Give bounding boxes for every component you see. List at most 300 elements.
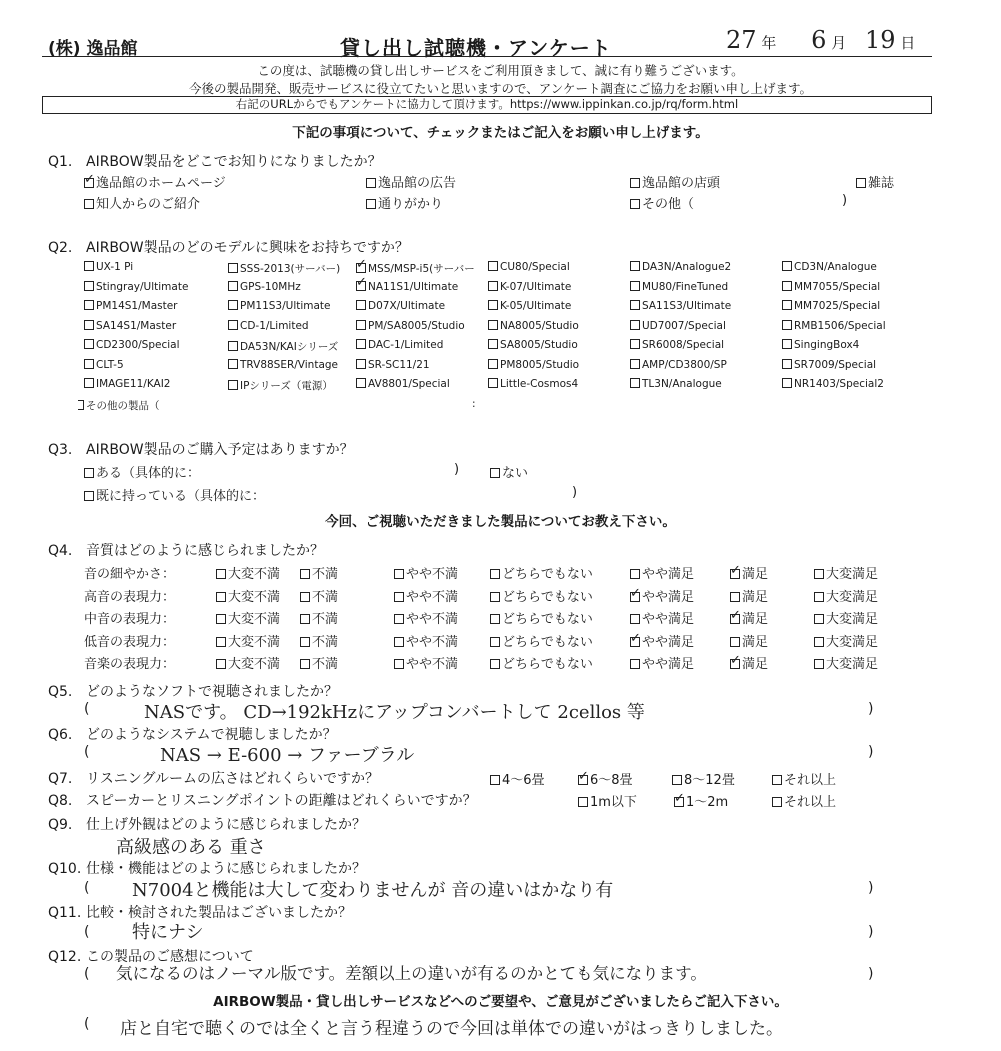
q7-option-1[interactable] [490, 769, 545, 788]
checkbox[interactable] [84, 468, 94, 478]
q2-model-option[interactable] [630, 300, 731, 312]
q12-open-paren: ( [84, 966, 90, 982]
q4-rating-option[interactable] [630, 608, 694, 627]
model-label: Little-Cosmos4 [500, 378, 579, 390]
q11-number: Q11. [48, 905, 82, 921]
q2-model-option[interactable] [84, 339, 180, 351]
q11-answer[interactable]: 特にナシ [132, 922, 204, 943]
q4-row-label: 音楽の表現力： [84, 657, 176, 672]
model-label: CD2300/Special [96, 339, 180, 351]
checkbox[interactable] [366, 199, 376, 209]
q4-rating-option[interactable] [490, 631, 593, 650]
q2-model-option[interactable] [488, 300, 571, 312]
checkbox-checked[interactable] [730, 569, 740, 579]
option-label: 4〜6畳 [502, 773, 545, 788]
q8-option-3[interactable] [772, 791, 836, 810]
q9-answer[interactable]: 高級感のある 重さ [116, 837, 266, 858]
checkbox[interactable] [782, 359, 792, 369]
q2-model-option[interactable] [488, 261, 570, 273]
checkbox[interactable] [84, 378, 94, 388]
checkbox[interactable] [394, 614, 404, 624]
q4-rating-option[interactable] [216, 653, 280, 672]
checkbox[interactable] [672, 775, 682, 785]
checkbox[interactable] [84, 300, 94, 310]
q1-option-other[interactable] [630, 193, 694, 212]
checkbox[interactable] [356, 359, 366, 369]
model-label: IMAGE11/KAI2 [96, 378, 171, 390]
checkbox[interactable] [216, 614, 226, 624]
q3-option-no[interactable] [490, 462, 528, 481]
checkbox-checked[interactable] [630, 592, 640, 602]
q10-open-paren: ( [84, 880, 90, 896]
checkbox[interactable] [228, 281, 238, 291]
checkbox[interactable] [228, 359, 238, 369]
q2-model-option[interactable] [630, 378, 722, 390]
checkbox[interactable] [630, 569, 640, 579]
checkbox[interactable] [490, 614, 500, 624]
q2-model-option[interactable] [488, 281, 571, 293]
q4-rating-option[interactable] [630, 653, 694, 672]
rating-label: 大変不満 [228, 589, 281, 605]
q4-rating-option[interactable] [814, 653, 878, 672]
q10-question [48, 858, 366, 878]
checkbox[interactable] [394, 637, 404, 647]
q2-model-option[interactable] [356, 320, 465, 332]
checkbox[interactable] [228, 263, 238, 273]
q2-model-option[interactable] [228, 261, 340, 276]
checkbox[interactable] [84, 339, 94, 349]
q2-model-option[interactable] [782, 320, 886, 332]
q4-rating-option[interactable] [216, 563, 280, 582]
q2-model-option[interactable] [356, 281, 458, 293]
checkbox[interactable] [84, 281, 94, 291]
requests-open-paren: ( [84, 1016, 90, 1032]
q2-model-option[interactable] [356, 359, 430, 371]
q2-model-option[interactable] [630, 359, 727, 371]
q12-close-paren: ) [868, 966, 874, 982]
checkbox[interactable] [630, 281, 640, 291]
checkbox[interactable] [772, 797, 782, 807]
q2-model-option[interactable] [228, 378, 333, 393]
rating-label: やや不満 [406, 657, 459, 672]
checkbox[interactable] [84, 199, 94, 209]
q8-option-1[interactable] [578, 791, 637, 810]
intro-line-1: この度は、試聴機の貸し出しサービスをご利用頂きまして、誠に有り難うございます。 [257, 63, 744, 78]
checkbox[interactable] [630, 659, 640, 669]
model-label: PM11S3/Ultimate [240, 300, 331, 312]
rating-label: やや満足 [642, 612, 695, 627]
q7-question [48, 768, 379, 788]
option-label: 1m以下 [590, 795, 637, 810]
q7-option-3[interactable] [672, 769, 735, 788]
q4-rating-option[interactable] [814, 608, 878, 627]
q1-option-store[interactable] [630, 172, 720, 191]
checkbox[interactable] [490, 569, 500, 579]
checkbox[interactable] [490, 659, 500, 669]
checkbox[interactable] [782, 300, 792, 310]
rating-label: 満足 [742, 612, 769, 627]
checkbox[interactable] [814, 614, 824, 624]
checkbox[interactable] [300, 592, 310, 602]
rating-label: やや不満 [406, 612, 459, 627]
checkbox[interactable] [394, 592, 404, 602]
requests-answer[interactable]: 店と自宅で聴くのでは全くと言う程違うので今回は単体での違いがはっきりしました。 [120, 1019, 783, 1039]
q4-rating-option[interactable] [394, 586, 458, 605]
q6-number: Q6. [48, 727, 73, 743]
checkbox[interactable] [356, 339, 366, 349]
checkbox[interactable] [228, 300, 238, 310]
q4-rating-option[interactable] [394, 631, 458, 650]
rating-label: どちらでもない [502, 567, 593, 582]
checkbox[interactable] [630, 320, 640, 330]
checkbox[interactable] [630, 378, 640, 388]
q2-model-option[interactable] [488, 378, 578, 390]
checkbox[interactable] [488, 300, 498, 310]
q4-row-label: 音の細やかさ： [84, 567, 176, 582]
model-label: PM14S1/Master [96, 300, 178, 312]
q4-rating-option[interactable] [814, 563, 878, 582]
model-label: AV8801/Special [368, 378, 450, 390]
checkbox[interactable] [630, 614, 640, 624]
checkbox[interactable] [814, 659, 824, 669]
intro-line-2: 今後の製品開発、販売サービスに役立てたいと思いますので、アンケート調査にご協力をお願い申し上げます。 [188, 81, 812, 96]
q2-model-option[interactable] [488, 339, 578, 351]
model-label: MSS/MSP-i5(サーバー [368, 263, 475, 275]
q4-rating-option[interactable] [490, 653, 593, 672]
checkbox[interactable] [782, 281, 792, 291]
q10-number: Q10. [48, 861, 82, 877]
q10-text: 仕様・機能はどのように感じられましたか？ [86, 861, 366, 877]
q2-model-option[interactable] [630, 281, 728, 293]
checkbox[interactable] [216, 569, 226, 579]
checkbox[interactable] [488, 359, 498, 369]
q3-option-yes[interactable] [84, 462, 200, 481]
rating-label: 大変満足 [826, 657, 879, 672]
model-label: CU80/Special [500, 261, 570, 273]
checkbox[interactable] [490, 637, 500, 647]
checkbox[interactable] [84, 320, 94, 330]
q2-model-option[interactable] [630, 339, 724, 351]
q1-text: AIRBOW製品をどこでお知りになりましたか？ [86, 154, 382, 170]
q2-model-option[interactable] [782, 359, 876, 371]
checkbox[interactable] [228, 380, 238, 390]
checkbox[interactable] [772, 775, 782, 785]
model-label: RMB1506/Special [794, 319, 886, 332]
checkbox[interactable] [782, 378, 792, 388]
checkbox[interactable] [490, 592, 500, 602]
option-label: それ以上 [784, 795, 837, 810]
q2-model-option[interactable] [356, 339, 443, 351]
q2-model-option[interactable] [228, 320, 309, 332]
model-label: PM/SA8005/Studio [368, 319, 465, 332]
checkbox[interactable] [78, 400, 84, 410]
checkbox[interactable] [782, 320, 792, 330]
q4-rating-option[interactable] [630, 563, 694, 582]
shop-name: (株) 逸品館 [48, 39, 138, 59]
q6-answer[interactable]: NAS → E-600 → ファーブラル [160, 745, 415, 766]
model-label: GPS-10MHz [240, 280, 301, 293]
checkbox[interactable] [228, 341, 238, 351]
checkbox[interactable] [814, 569, 824, 579]
q7-text: リスニングルームの広さはどれくらいですか？ [86, 771, 380, 787]
option-label: ない [502, 466, 529, 481]
q6-close-paren: ) [868, 744, 874, 760]
q8-text: スピーカーとリスニングポイントの距離はどれくらいですか？ [86, 793, 477, 809]
option-label: 8〜12畳 [684, 773, 735, 788]
model-label: SSS-2013(サーバー) [240, 263, 341, 275]
rating-label: やや満足 [642, 657, 695, 672]
q2-model-option[interactable] [228, 339, 338, 354]
option-label: 6〜8畳 [590, 773, 633, 788]
q2-model-option[interactable] [228, 359, 338, 371]
model-label: NR1403/Special2 [794, 378, 884, 390]
date-year-label: 年 [761, 34, 777, 52]
q6-open-paren: ( [84, 744, 90, 760]
q2-model-option[interactable] [356, 261, 475, 276]
q4-row-label: 高音の表現力： [84, 589, 176, 605]
rating-label: どちらでもない [502, 657, 593, 672]
rating-label: 大変不満 [228, 657, 281, 672]
q2-model-option[interactable] [630, 261, 731, 273]
checkbox-checked[interactable] [730, 659, 740, 669]
q4-rating-option[interactable] [216, 586, 280, 605]
checkbox[interactable] [300, 614, 310, 624]
q4-rating-option[interactable] [490, 586, 593, 605]
checkbox[interactable] [490, 468, 500, 478]
header-rule [42, 56, 932, 57]
option-label: 雑誌 [868, 176, 895, 191]
q4-rating-option[interactable] [300, 586, 338, 605]
model-label: SR-SC11/21 [368, 358, 430, 371]
q4-rating-option[interactable] [300, 653, 338, 672]
q4-rating-option[interactable] [300, 608, 338, 627]
q2-model-option[interactable] [488, 359, 579, 371]
option-label: それ以上 [784, 773, 837, 788]
checkbox[interactable] [366, 178, 376, 188]
option-label: 逸品館の広告 [378, 176, 457, 191]
checkbox-checked[interactable] [84, 178, 94, 188]
instruction-heading: 下記の事項について、チェックまたはご記入をお願い申し上げます。 [292, 125, 709, 141]
url-notice: 右記のURLからでもアンケートに協力して頂けます。https://www.ippinkan.co.jp/rq/form.html [42, 96, 932, 114]
q2-model-option[interactable] [356, 378, 450, 390]
option-label: 既に持っている（具体的に： [96, 489, 266, 504]
q4-rating-option[interactable] [630, 586, 694, 605]
q1-option-magazine[interactable] [856, 172, 894, 191]
rating-label: 満足 [742, 634, 769, 650]
q2-model-option[interactable] [488, 320, 579, 332]
checkbox-checked[interactable] [356, 263, 366, 273]
q4-number: Q4. [48, 543, 73, 559]
q1-option-referral[interactable] [84, 193, 200, 212]
q4-text: 音質はどのように感じられましたか？ [86, 543, 324, 559]
q3-yes-close: ) [454, 462, 460, 477]
model-label: DA53N/KAIシリーズ [240, 341, 339, 353]
checkbox-checked[interactable] [730, 614, 740, 624]
q2-model-option[interactable] [84, 378, 170, 390]
q4-rating-option[interactable] [730, 631, 768, 650]
checkbox[interactable] [300, 637, 310, 647]
q2-text: AIRBOW製品のどのモデルに興味をお持ちですか？ [86, 240, 409, 256]
model-label: DA3N/Analogue2 [642, 261, 732, 273]
q10-answer[interactable]: N7004と機能は大して変わりませんが 音の違いはかなり有 [132, 880, 614, 901]
q2-model-option[interactable] [782, 378, 884, 390]
q4-rating-option[interactable] [730, 608, 768, 627]
q2-model-option[interactable] [84, 261, 133, 273]
q9-text: 仕上げ外観はどのように感じられましたか？ [86, 817, 366, 833]
checkbox[interactable] [782, 339, 792, 349]
q4-rating-option[interactable] [394, 563, 458, 582]
checkbox[interactable] [730, 637, 740, 647]
checkbox[interactable] [84, 359, 94, 369]
q7-option-4[interactable] [772, 769, 836, 788]
q5-close-paren: ) [868, 701, 874, 717]
checkbox[interactable] [856, 178, 866, 188]
q1-option-ad[interactable] [366, 172, 456, 191]
checkbox[interactable] [394, 659, 404, 669]
model-label: SR6008/Special [642, 339, 725, 351]
date-month: 6 [811, 26, 827, 54]
q4-rating-option[interactable] [730, 563, 768, 582]
q4-row-label: 低音の表現力： [84, 634, 176, 650]
model-label: CD-1/Limited [240, 319, 309, 332]
q4-rating-option[interactable] [300, 563, 338, 582]
checkbox[interactable] [300, 569, 310, 579]
model-label: IPシリーズ（電源） [240, 380, 333, 392]
checkbox[interactable] [488, 281, 498, 291]
checkbox-checked[interactable] [630, 637, 640, 647]
checkbox[interactable] [216, 637, 226, 647]
rating-label: 不満 [312, 567, 339, 582]
q2-model-option[interactable] [782, 281, 880, 293]
checkbox[interactable] [488, 320, 498, 330]
q4-rating-option[interactable] [216, 608, 280, 627]
q2-model-option[interactable] [228, 300, 331, 312]
checkbox[interactable] [630, 300, 640, 310]
q1-other-close: ) [842, 193, 848, 208]
checkbox[interactable] [490, 775, 500, 785]
q4-rating-option[interactable] [630, 631, 694, 650]
checkbox[interactable] [630, 199, 640, 209]
checkbox[interactable] [730, 592, 740, 602]
checkbox[interactable] [488, 261, 498, 271]
q5-answer[interactable]: NASです。 CD→192kHzにアップコンバートして 2cellos 等 [144, 702, 645, 723]
q3-have-close: ) [572, 485, 578, 500]
checkbox-checked[interactable] [356, 281, 366, 291]
checkbox[interactable] [84, 491, 94, 501]
q5-number: Q5. [48, 684, 73, 700]
checkbox[interactable] [814, 592, 824, 602]
model-label: TL3N/Analogue [642, 378, 722, 390]
checkbox[interactable] [394, 569, 404, 579]
q2-model-option[interactable] [782, 261, 877, 273]
q2-model-option[interactable] [84, 359, 124, 371]
q4-rating-option[interactable] [814, 631, 878, 650]
q8-option-2[interactable] [674, 791, 728, 810]
checkbox[interactable] [356, 300, 366, 310]
q4-rating-option[interactable] [730, 653, 768, 672]
checkbox-checked[interactable] [674, 797, 684, 807]
checkbox[interactable] [356, 378, 366, 388]
q2-other-products[interactable] [78, 398, 160, 413]
q4-rating-option[interactable] [394, 653, 458, 672]
checkbox[interactable] [488, 378, 498, 388]
q2-model-option[interactable] [84, 300, 178, 312]
checkbox[interactable] [488, 339, 498, 349]
checkbox[interactable] [84, 261, 94, 271]
option-label: ある（具体的に： [96, 466, 201, 481]
checkbox[interactable] [630, 261, 640, 271]
option-label: 逸品館のホームページ [96, 176, 226, 191]
model-label: Stingray/Ultimate [96, 280, 189, 293]
rating-label: やや満足 [642, 567, 695, 582]
q2-model-option[interactable] [84, 320, 176, 332]
checkbox[interactable] [814, 637, 824, 647]
q3-number: Q3. [48, 442, 73, 458]
checkbox[interactable] [630, 339, 640, 349]
rating-label: 不満 [312, 657, 339, 672]
rating-label: 大変不満 [228, 612, 281, 627]
rating-label: 満足 [742, 657, 769, 672]
q1-option-passing[interactable] [366, 193, 443, 212]
checkbox-checked[interactable] [578, 775, 588, 785]
q4-rating-option[interactable] [216, 631, 280, 650]
rating-label: どちらでもない [502, 589, 593, 605]
checkbox[interactable] [630, 359, 640, 369]
model-label: NA11S1/Ultimate [368, 280, 459, 293]
q2-model-option[interactable] [782, 300, 880, 312]
checkbox[interactable] [300, 659, 310, 669]
q7-option-2[interactable] [578, 769, 633, 788]
checkbox[interactable] [216, 592, 226, 602]
date-year: 27 [726, 26, 757, 54]
q3-question [48, 439, 354, 459]
checkbox[interactable] [356, 320, 366, 330]
checkbox[interactable] [782, 261, 792, 271]
checkbox[interactable] [578, 797, 588, 807]
date-day-label: 日 [900, 34, 916, 52]
model-label: AMP/CD3800/SP [642, 358, 727, 371]
checkbox[interactable] [216, 659, 226, 669]
q2-number: Q2. [48, 240, 73, 256]
q4-rating-option[interactable] [490, 563, 593, 582]
option-label: 1〜2m [686, 795, 729, 810]
q2-model-option[interactable] [84, 281, 188, 293]
q4-rating-option[interactable] [394, 608, 458, 627]
q4-rating-option[interactable] [300, 631, 338, 650]
rating-label: やや不満 [406, 634, 459, 650]
checkbox[interactable] [630, 178, 640, 188]
q2-model-option[interactable] [782, 339, 859, 351]
rating-label: 大変満足 [826, 634, 879, 650]
rating-label: 大変不満 [228, 634, 281, 650]
model-label: PM8005/Studio [500, 358, 580, 371]
q2-model-option[interactable] [228, 281, 301, 293]
q4-rating-option[interactable] [814, 586, 878, 605]
q3-option-have[interactable] [84, 485, 265, 504]
q9-question [48, 814, 366, 834]
checkbox[interactable] [228, 320, 238, 330]
q4-rating-option[interactable] [490, 608, 593, 627]
q4-rating-option[interactable] [730, 586, 768, 605]
model-label: K-07/Ultimate [500, 280, 572, 293]
q5-open-paren: ( [84, 701, 90, 717]
model-label: SA11S3/Ultimate [642, 300, 732, 312]
q2-model-option[interactable] [630, 320, 726, 332]
q2-model-option[interactable] [356, 300, 445, 312]
rating-label: 大変満足 [826, 589, 879, 605]
q1-option-homepage[interactable] [84, 172, 226, 191]
q12-answer[interactable]: 気になるのはノーマル版です。差額以上の違いが有るのかとても気になります。 [116, 964, 707, 983]
